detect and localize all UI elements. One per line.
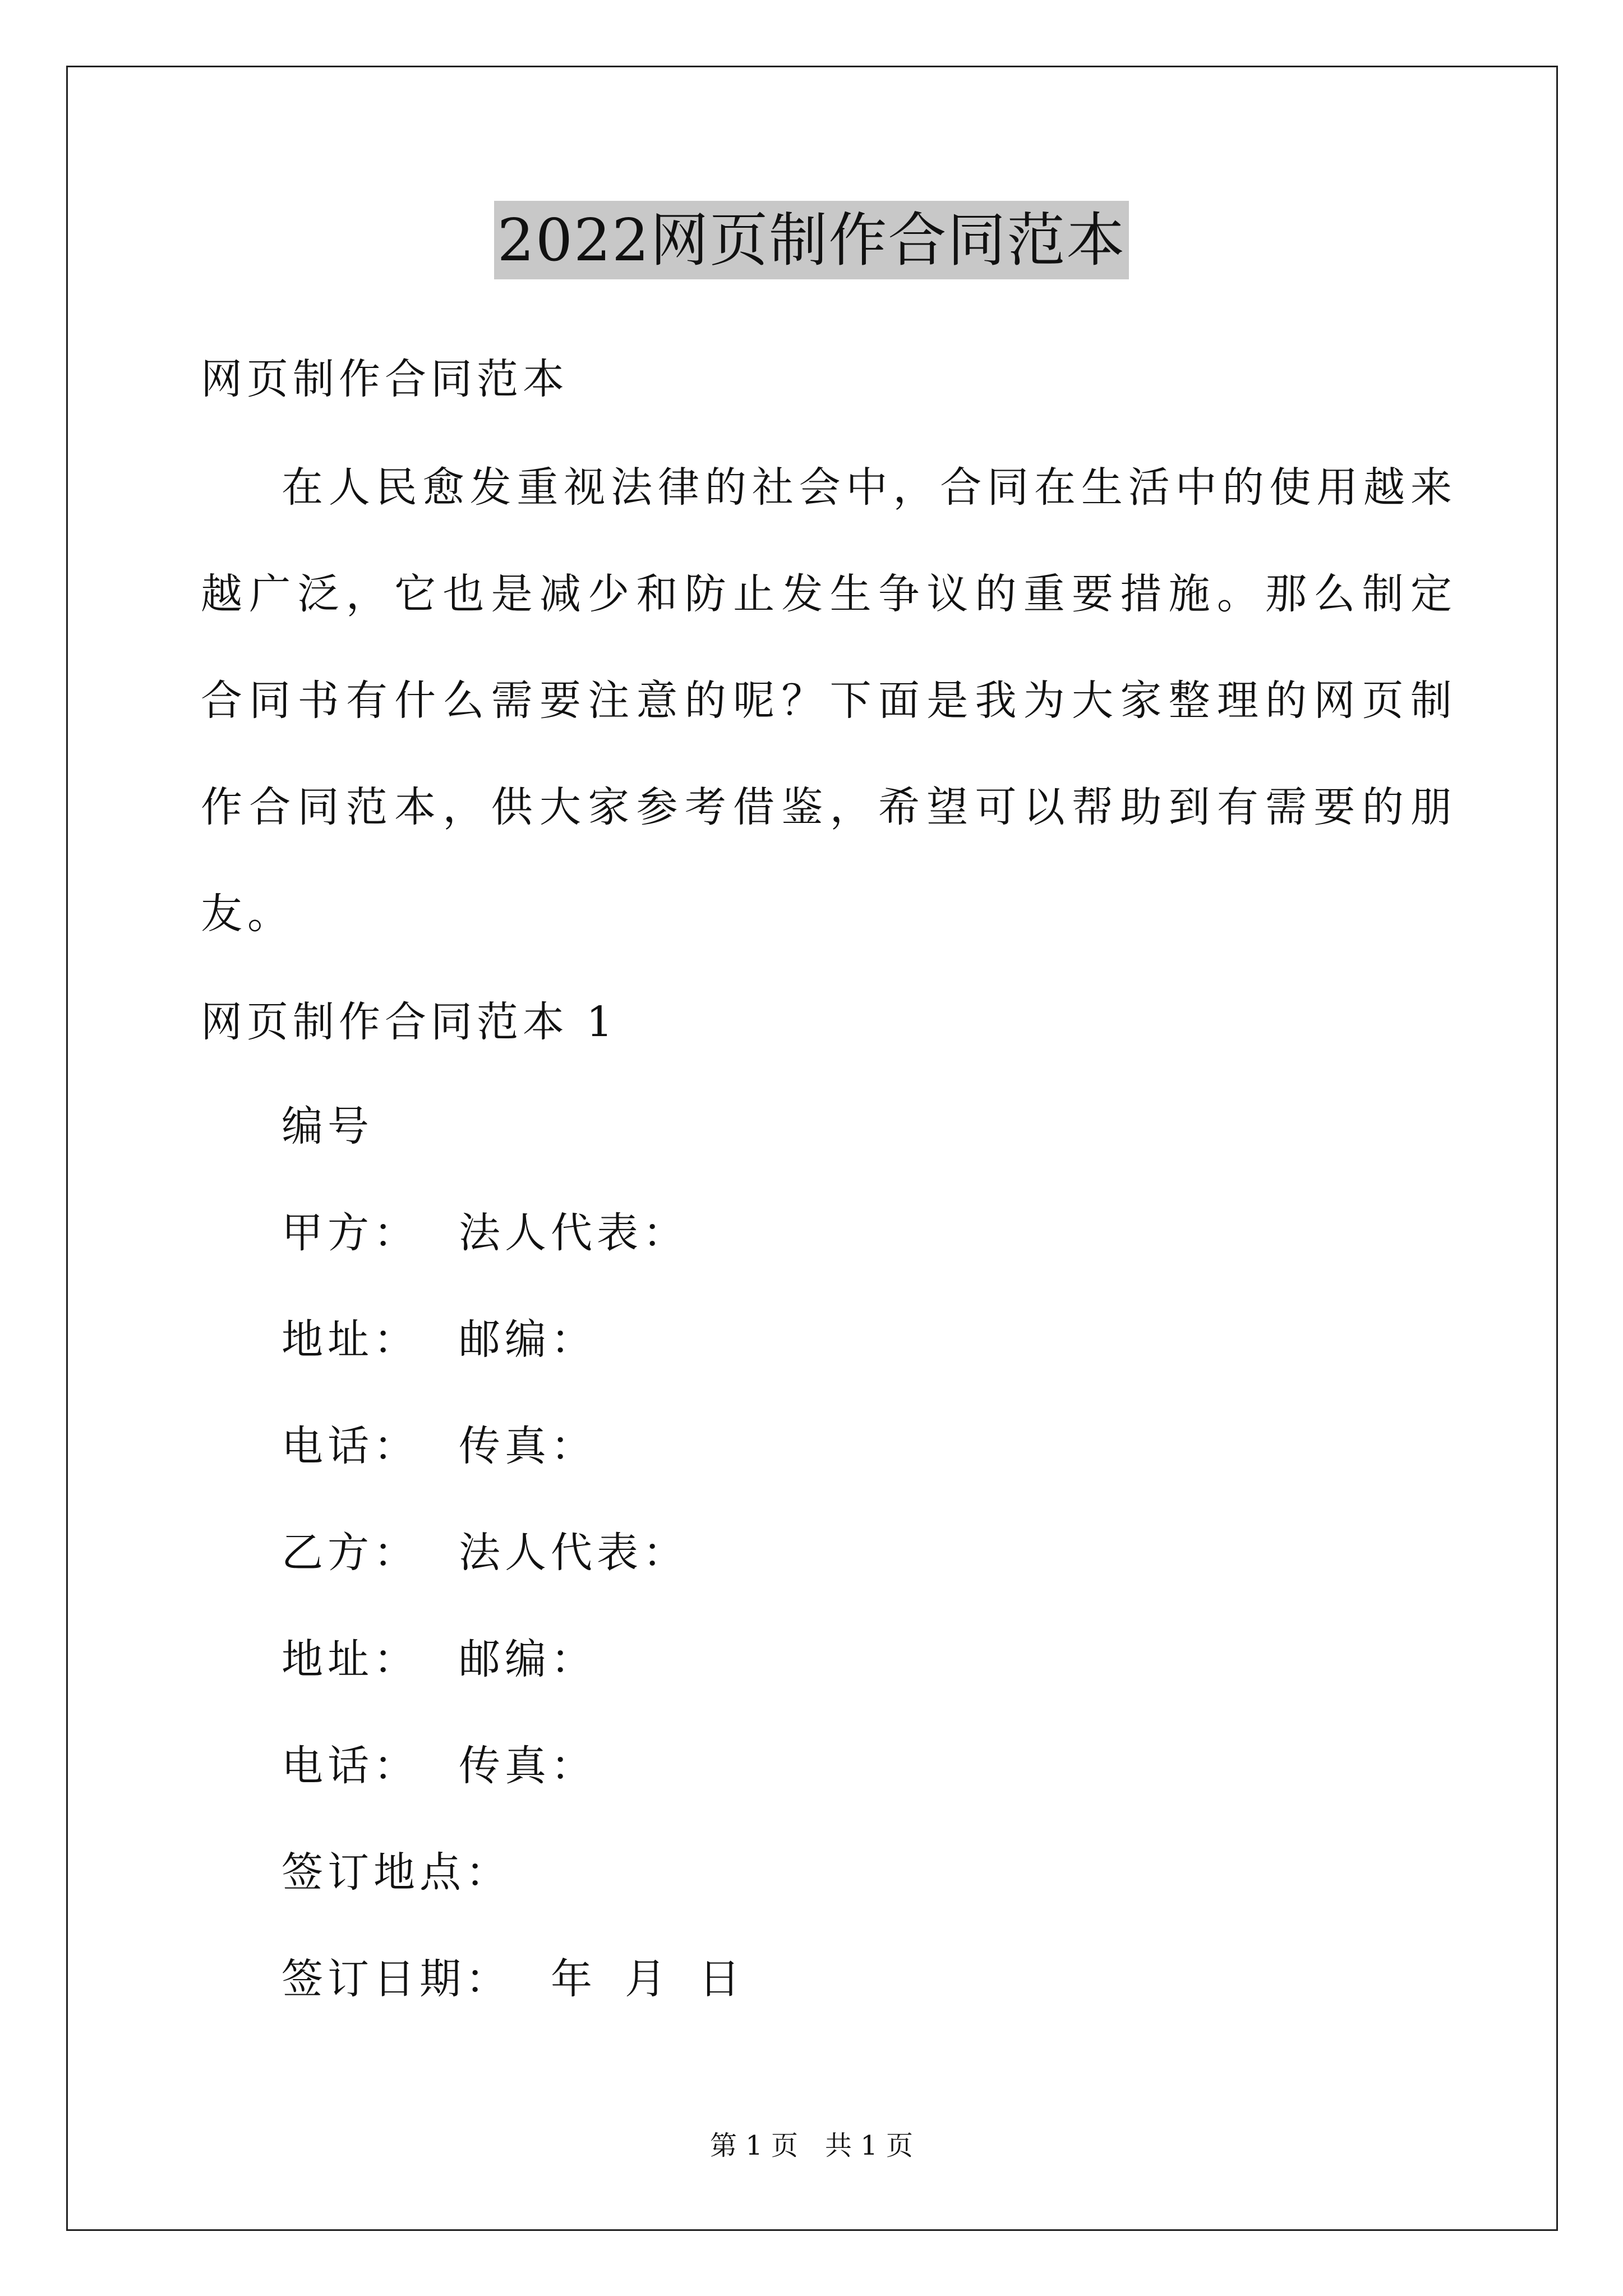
- number-label: 编号: [282, 1102, 374, 1151]
- document-subtitle: 网页制作合同范本: [201, 355, 569, 403]
- party-b-phone-row: [282, 1738, 597, 1794]
- party-b-phone-label: 电话：: [282, 1742, 419, 1790]
- document-title: 2022网页制作合同范本: [494, 201, 1129, 279]
- party-b-fax-label: 传真：: [459, 1742, 597, 1790]
- party-b-rep-label: 法人代表：: [459, 1529, 689, 1577]
- sign-place-label: 签订地点：: [282, 1848, 511, 1897]
- party-b-label: 乙方：: [282, 1529, 419, 1577]
- sign-date-label: 签订日期：: [282, 1955, 511, 2003]
- party-b-row: [282, 1525, 689, 1581]
- party-b-address-row: [282, 1631, 597, 1687]
- sign-date-year: 年: [551, 1955, 597, 2003]
- party-a-phone-label: 电话：: [282, 1422, 419, 1470]
- sign-date-month: 月: [625, 1955, 671, 2003]
- party-a-address-label: 地址：: [282, 1315, 419, 1364]
- title-container: [0, 201, 1623, 279]
- party-a-label: 甲方：: [282, 1209, 419, 1257]
- party-a-address-row: [282, 1312, 597, 1368]
- party-b-postcode-label: 邮编：: [459, 1635, 597, 1683]
- party-a-phone-row: [282, 1418, 597, 1474]
- party-a-fax-label: 传真：: [459, 1422, 597, 1470]
- party-a-row: [282, 1205, 689, 1261]
- intro-paragraph: 在人民愈发重视法律的社会中，合同在生活中的使用越来越广泛，它也是减少和防止发生争议的重要措施。那么制定合同书有什么需要注意的呢？下面是我为大家整理的网页制作合同范本，供大家参考借鉴，希望可以帮助到有需要的朋友。: [201, 463, 1457, 938]
- party-a-rep-label: 法人代表：: [459, 1209, 689, 1257]
- sign-date-day: 日: [699, 1955, 745, 2003]
- page-footer: 第 1 页 共 1 页: [709, 2130, 914, 2161]
- party-a-postcode-label: 邮编：: [459, 1315, 597, 1364]
- section-title: 网页制作合同范本 1: [201, 998, 617, 1046]
- party-b-address-label: 地址：: [282, 1635, 419, 1683]
- sign-date-row: [282, 1951, 745, 2007]
